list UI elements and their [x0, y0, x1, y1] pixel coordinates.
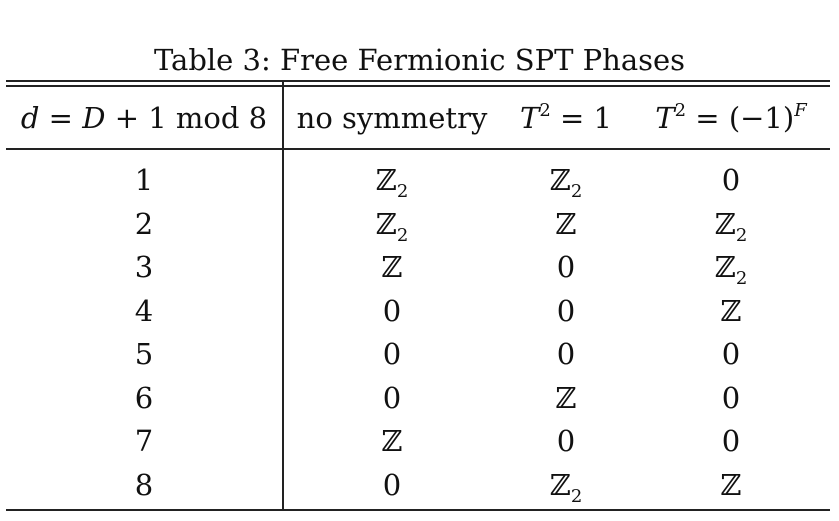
- row-5-no-symmetry: 0: [382, 337, 402, 371]
- row-8-t2-minus: ℤ: [720, 467, 742, 502]
- row-2-no-symmetry: ℤ$_2$: [375, 206, 409, 246]
- row-2-dimension: 2: [134, 206, 154, 241]
- row-1-t2-minus: 0: [721, 163, 741, 197]
- row-4-t2-plus: 0: [556, 293, 576, 328]
- row-5-dimension: 5: [134, 337, 154, 371]
- header-t2-plus: $T^2 = 1$: [520, 100, 612, 135]
- row-2-t2-minus: ℤ$_2$: [714, 206, 748, 246]
- row-6-t2-minus: 0: [721, 380, 741, 415]
- row-3-t2-plus: 0: [556, 250, 576, 284]
- row-7-dimension: 7: [134, 424, 154, 458]
- row-8-no-symmetry: 0: [382, 467, 402, 502]
- bottom-rule: [6, 509, 830, 511]
- row-6-t2-plus: ℤ: [555, 380, 577, 415]
- row-1-no-symmetry: ℤ$_2$: [375, 163, 409, 202]
- header-no-symmetry: no symmetry: [296, 101, 488, 135]
- header-rule: [6, 148, 830, 150]
- row-8-t2-plus: ℤ$_2$: [549, 467, 583, 507]
- row-6-no-symmetry: 0: [382, 380, 402, 415]
- row-1-dimension: 1: [134, 163, 154, 197]
- top-rule-2: [6, 85, 830, 87]
- row-2-t2-plus: ℤ: [555, 206, 577, 241]
- row-4-no-symmetry: 0: [382, 293, 402, 328]
- row-6-dimension: 6: [134, 380, 154, 415]
- top-rule-1: [6, 80, 830, 82]
- header-dimension: d = D + 1 mod 8: [20, 101, 268, 135]
- row-3-dimension: 3: [134, 250, 154, 284]
- row-7-no-symmetry: ℤ: [381, 424, 403, 458]
- row-8-dimension: 8: [134, 467, 154, 502]
- row-7-t2-minus: 0: [721, 424, 741, 458]
- row-3-no-symmetry: ℤ: [381, 250, 403, 284]
- header-t2-minus: $T^2 = (-1)^F$: [655, 100, 807, 135]
- row-1-t2-plus: ℤ$_2$: [549, 163, 583, 202]
- row-5-t2-minus: 0: [721, 337, 741, 371]
- row-4-dimension: 4: [134, 293, 154, 328]
- row-7-t2-plus: 0: [556, 424, 576, 458]
- row-5-t2-plus: 0: [556, 337, 576, 371]
- table-caption: Table 3: Free Fermionic SPT Phases: [153, 43, 686, 77]
- row-3-t2-minus: ℤ$_2$: [714, 250, 748, 289]
- row-4-t2-minus: ℤ: [720, 293, 742, 328]
